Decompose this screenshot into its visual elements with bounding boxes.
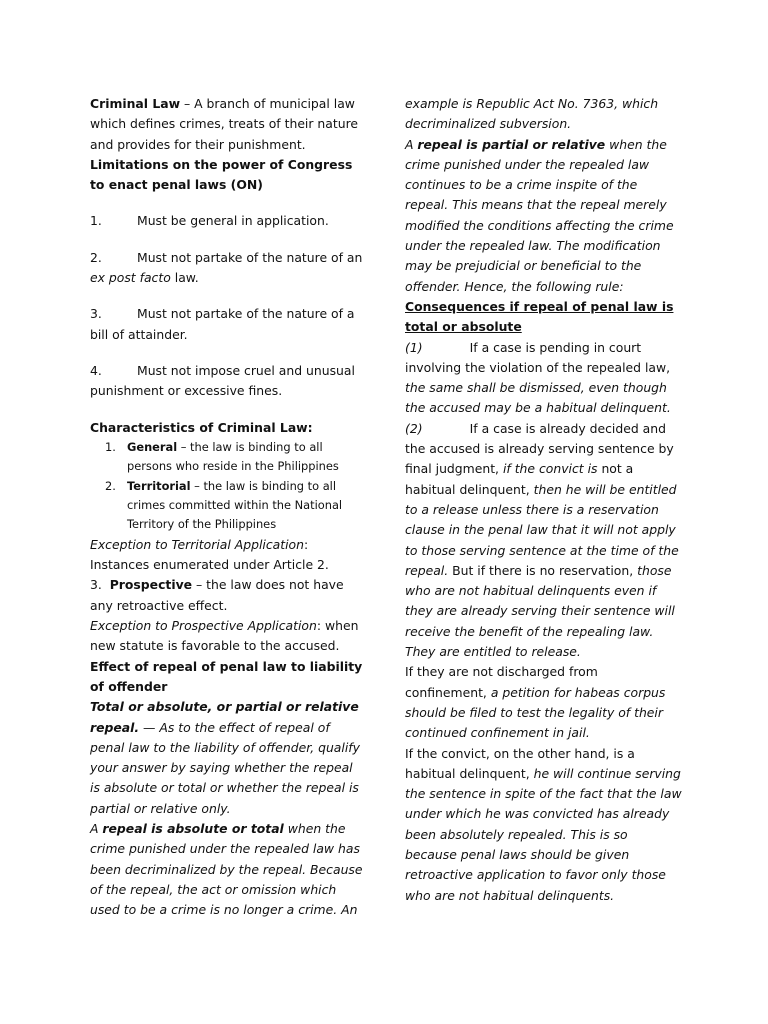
limitation-item [90,304,366,345]
total-heading: Total or absolute, or partial or relative repeal. [90,699,359,735]
exception-label: Exception to Territorial Application [90,536,304,552]
paragraph-text: If they are not discharged from confinement, [405,664,598,700]
total-text: — As to the effect of repeal of penal law to the liability of offender, qualify your answer by saying whether the repeal is absolute or total or whether the repeal is partial or relative only. [90,719,360,816]
characteristics-list [90,438,366,535]
exception-label: Exception to Prospective Application [90,618,317,634]
limitation-number: 4. [90,362,102,378]
limitation-item [90,211,366,231]
consequence-text: If a case is already decided and the accused is already serving sentence by final judgment, [405,420,674,477]
total-paragraph [90,697,366,819]
partial-paragraph [405,135,682,297]
consequence-number: (2) [405,420,423,436]
consequence-emphasis: then he will be entitled to a release unless there is a reservation clause in the penal law that it will not apply to those serving sentence at the time of the repeal. [405,481,679,578]
limitation-text: Must be general in application. [137,213,329,229]
criminal-law-term: Criminal Law [90,96,181,111]
continued-text: example is Republic Act No. 7363, which decriminalized subversion. [405,96,659,132]
absolute-term: repeal is absolute or total [102,821,284,837]
effect-heading: Effect of repeal of penal law to liability of offender [90,658,363,694]
exception-text: : when new statute is favorable to the accused. [90,618,359,654]
limitations-heading: Limitations on the power of Congress to enact penal laws (ON) [90,156,353,193]
limitation-text: Must not partake of the nature of a bill of attainder. [90,306,355,342]
limitation-text: Must not partake of the nature of an [137,249,363,265]
limitation-text-end: law. [170,270,199,286]
absolute-pre: A [90,821,103,837]
discharge-paragraph [405,662,682,743]
consequence-text: not a habitual delinquent, [405,461,634,497]
paragraph-emphasis: he will continue serving the sentence in spite of the fact that the law under which he was convicted has already been absolutely repealed. This is so because penal laws should be given retroactive application to favor only those who are not habitual delinquents. [405,765,682,903]
criminal-law-definition [90,94,366,155]
consequence-1 [405,338,682,419]
limitation-item [90,361,366,402]
characteristic-term: Prospective [109,577,193,593]
characteristic-term: Territorial [127,478,191,493]
list-item [105,477,366,535]
consequence-text: If a case is pending in court involving the violation of the repealed law, [405,339,671,375]
limitation-number: 1. [90,213,102,229]
consequence-number: (1) [405,339,423,355]
absolute-paragraph [90,819,366,920]
habitual-paragraph [405,744,682,906]
consequences-heading: Consequences if repeal of penal law is total or absolute [405,298,674,335]
characteristic-desc: – the law is binding to all crimes committed within the National Territory of the Philippines [127,478,343,532]
characteristics-heading: Characteristics of Criminal Law: [90,419,313,435]
consequence-emphasis: those who are not habitual delinquents even if they are already serving their sentence will receive the benefit of the repealing law. They are entitled to release. [405,562,675,660]
paragraph-text: If the convict, on the other hand, is a habitual delinquent, [405,745,635,781]
exception-prospective [90,616,366,657]
list-number: 1. [105,439,116,454]
partial-term: repeal is partial or relative [417,136,606,152]
right-column [405,94,682,906]
characteristic-desc: – the law does not have any retroactive effect. [90,577,344,613]
limitation-number: 3. [90,306,102,322]
list-number: 2. [105,478,116,493]
exception-text: : Instances enumerated under Article 2. [90,536,329,573]
characteristic-term: General [127,439,178,454]
paragraph-emphasis: a petition for habeas corpus should be filed to test the legality of their continued confinement in jail. [405,684,666,741]
limitation-text: Must not impose cruel and unusual punishment or excessive fines. [90,362,355,399]
consequence-emphasis: if the convict is [502,461,598,477]
characteristic-desc: – the law is binding to all persons who reside in the Philippines [127,439,339,474]
criminal-law-def-text: – A branch of municipal law which defines crimes, treats of their nature and provides for their punishment. [90,96,359,152]
consequence-text: But if there is no reservation, [448,562,638,578]
left-column [90,94,366,921]
limitation-emphasis: ex post facto [90,270,171,286]
limitation-item [90,248,366,289]
limitation-number: 2. [90,249,102,265]
partial-pre: A [405,136,418,152]
consequence-emphasis: the same shall be dismissed, even though the accused may be a habitual delinquent. [405,380,671,416]
partial-text: when the crime punished under the repealed law continues to be a crime inspite of the repeal. This means that the repeal merely modified the conditions affecting the crime under the repealed law. The modification may be prejudicial or beneficial to the offender. Hence, the following rule: [405,136,674,294]
absolute-text: when the crime punished under the repealed law has been decriminalized by the repeal. Because of the repeal, the act or omission which used to be a crime is no longer a crime. An [90,821,363,918]
list-item [105,438,366,477]
list-number: 3. [90,577,102,593]
prospective-item [90,575,366,616]
exception-territorial [90,535,366,576]
consequence-2 [405,419,682,663]
